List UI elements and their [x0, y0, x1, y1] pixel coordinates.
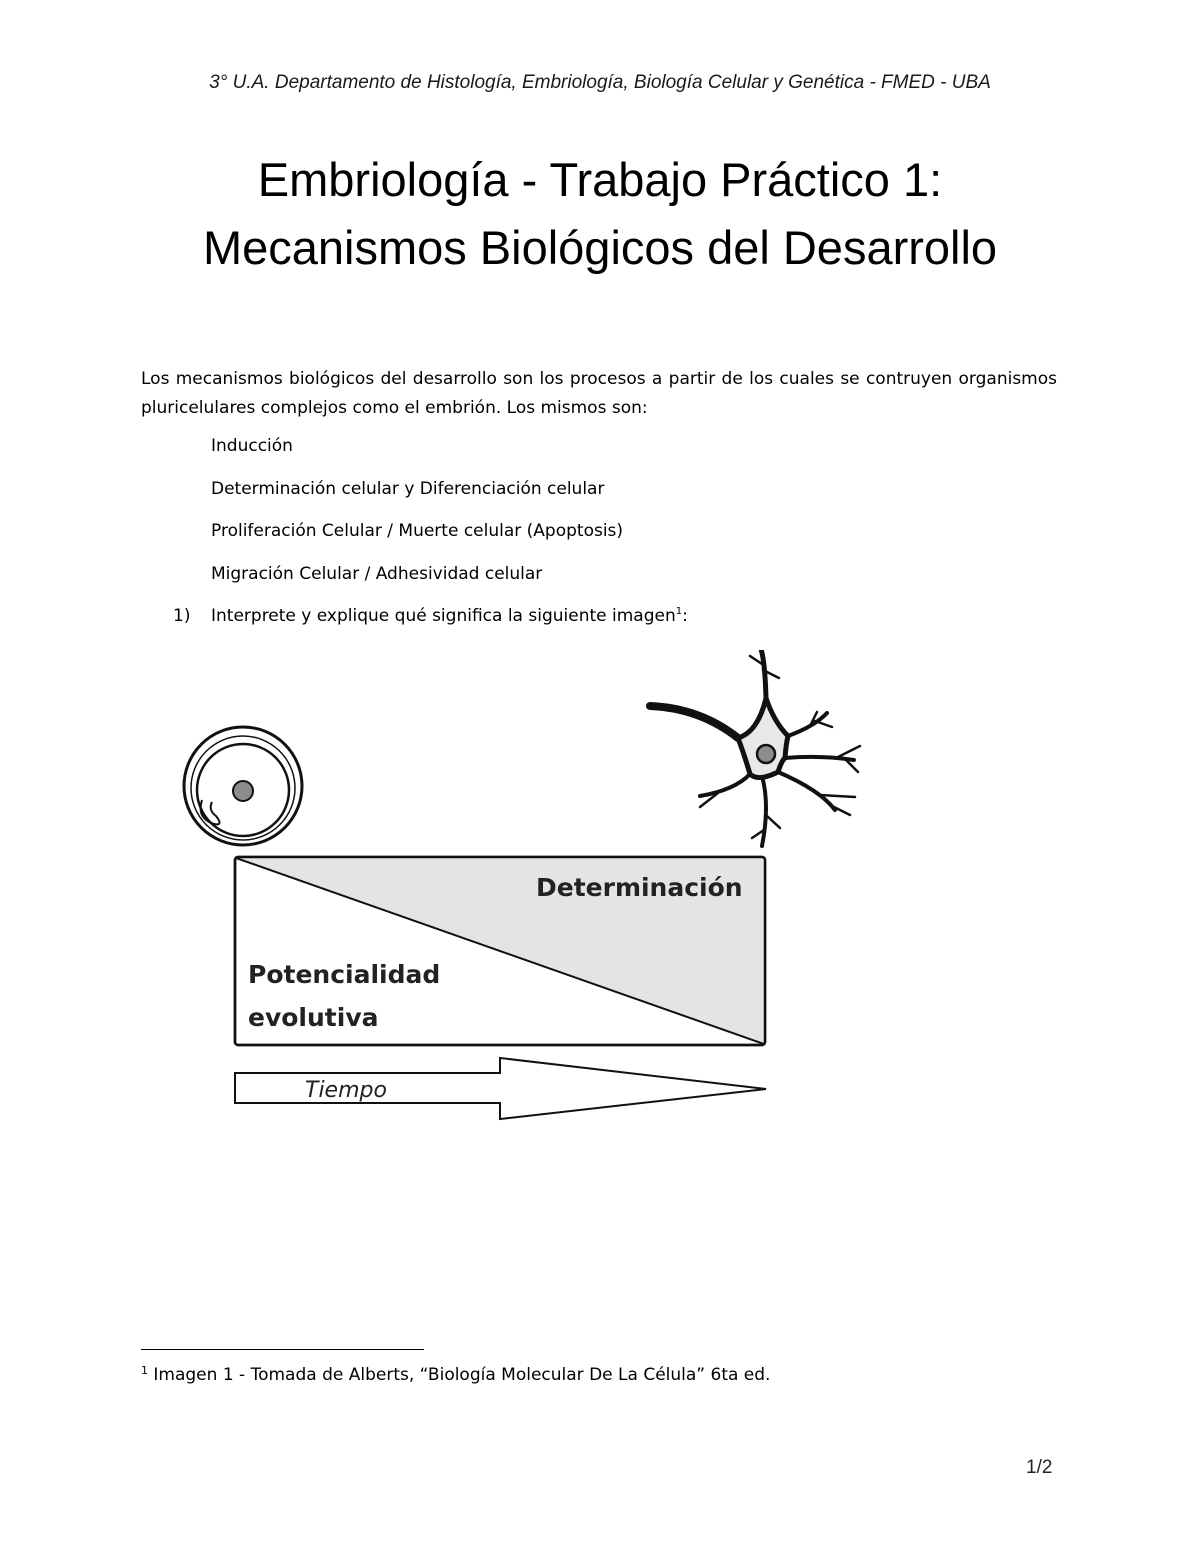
- intro-paragraph: Los mecanismos biológicos del desarrollo son los procesos a partir de los cuales se contruyen organismos pluricelulares complejos como el embrión. Los mismos son:: [141, 369, 1057, 418]
- title-line-2: Mecanismos Biológicos del Desarrollo: [202, 221, 998, 274]
- footnote-separator: [141, 1349, 424, 1350]
- determinacion-label: Determinación: [536, 873, 743, 902]
- neuron-nucleus: [757, 745, 775, 763]
- question-number: 1): [173, 606, 191, 626]
- egg-cell-illustration: [184, 727, 302, 845]
- title-line-1: Embriología - Trabajo Práctico 1:: [257, 153, 943, 206]
- mechanism-item: Migración Celular / Adhesividad celular: [211, 564, 543, 584]
- potencialidad-label-line2: evolutiva: [248, 1003, 379, 1032]
- page-header: 3° U.A. Departamento de Histología, Embriología, Biología Celular y Genética - FMED - UBA: [209, 72, 991, 93]
- neuron-illustration: [650, 650, 860, 846]
- determination-figure: [170, 650, 870, 1125]
- mechanism-item: Proliferación Celular / Muerte celular (Apoptosis): [211, 521, 624, 541]
- question-1: [173, 606, 688, 626]
- potencialidad-label-line1: Potencialidad: [248, 960, 441, 989]
- footnote-reference[interactable]: 1: [675, 606, 683, 617]
- question-suffix: :: [682, 606, 688, 626]
- tiempo-label: Tiempo: [305, 1078, 387, 1103]
- page-title: [0, 146, 1200, 282]
- mechanism-item: Determinación celular y Diferenciación celular: [211, 479, 605, 499]
- footnote-mark: 1: [141, 1364, 148, 1377]
- egg-nucleus: [233, 781, 253, 801]
- footnote: [141, 1364, 770, 1385]
- page-number: 1/2: [1026, 1457, 1053, 1478]
- footnote-text: Imagen 1 - Tomada de Alberts, “Biología Molecular De La Célula” 6ta ed.: [148, 1365, 771, 1385]
- mechanism-item: Inducción: [211, 436, 293, 456]
- question-text: Interprete y explique qué significa la siguiente imagen: [211, 606, 676, 626]
